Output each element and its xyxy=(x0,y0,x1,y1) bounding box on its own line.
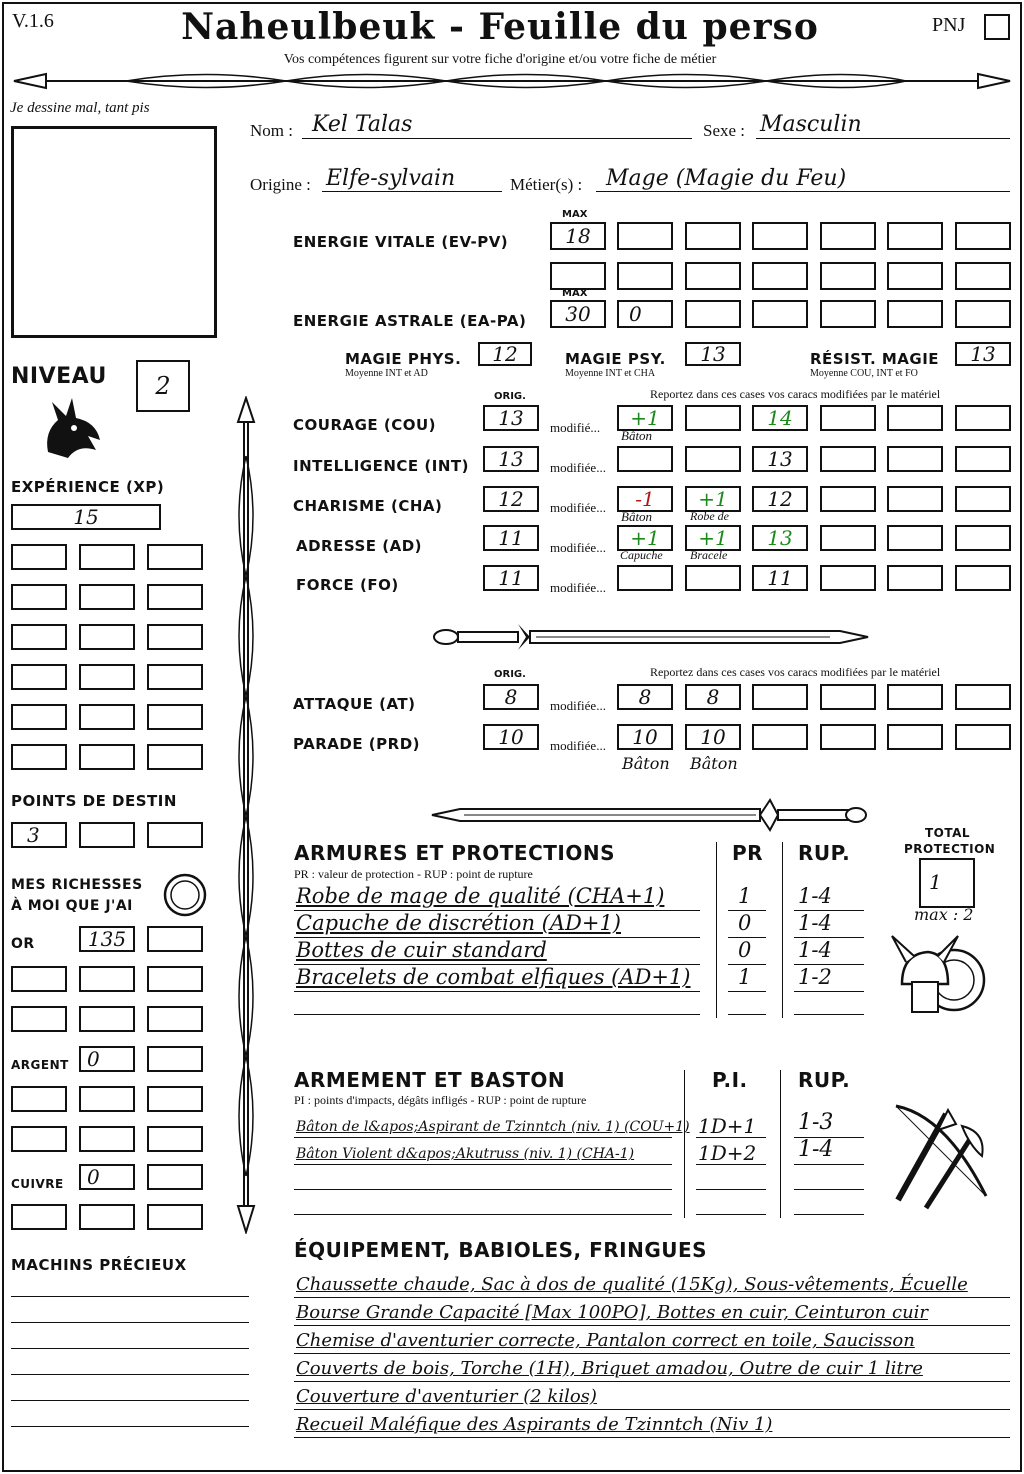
precious-line[interactable] xyxy=(11,1426,249,1427)
at-mod-box[interactable] xyxy=(820,684,876,710)
cha-orig-box[interactable] xyxy=(483,486,539,512)
argent-slot[interactable] xyxy=(147,1126,203,1152)
equipment-line[interactable]: Chemise d'aventurier correcte, Pantalon correct en toile, Saucisson xyxy=(296,1330,915,1351)
fo-orig-box[interactable] xyxy=(483,565,539,591)
ev-box[interactable] xyxy=(887,222,943,250)
armor-divider xyxy=(782,842,783,1018)
xp-slot[interactable] xyxy=(147,664,203,690)
prd-mod-box[interactable] xyxy=(887,724,943,750)
xp-slot[interactable] xyxy=(79,544,135,570)
stats-orig-label: ORIG. xyxy=(494,391,526,402)
or-slot[interactable] xyxy=(147,1006,203,1032)
niveau-box[interactable] xyxy=(136,360,190,412)
cha-mod2-value: +1 xyxy=(698,487,728,511)
argent-slot[interactable] xyxy=(147,1086,203,1112)
weapon-item-name[interactable]: Bâton Violent d&apos;Akutruss (niv. 1) (CHA-1) xyxy=(296,1146,635,1162)
destin-slot[interactable] xyxy=(147,822,203,848)
ev-box[interactable] xyxy=(752,222,808,250)
argent-value: 0 xyxy=(87,1047,100,1071)
at-label: ATTAQUE (AT) xyxy=(293,695,416,713)
niveau-value: 2 xyxy=(155,372,171,400)
or-slot[interactable] xyxy=(147,966,203,992)
total-protection-box[interactable] xyxy=(919,858,975,908)
cha-mod-box[interactable] xyxy=(752,486,808,512)
ad-mod-box[interactable] xyxy=(887,525,943,551)
armor-divider xyxy=(716,842,717,1018)
armor-item-pr[interactable]: 0 xyxy=(738,938,752,962)
metier-value[interactable]: Mage (Magie du Feu) xyxy=(606,166,847,191)
equipment-line[interactable]: Couverture d'aventurier (2 kilos) xyxy=(296,1386,597,1407)
precious-line[interactable] xyxy=(11,1374,249,1375)
precious-line[interactable] xyxy=(11,1400,249,1401)
at-mod1-value: 8 xyxy=(638,685,652,709)
cuivre-slot[interactable] xyxy=(147,1204,203,1230)
or-value: 135 xyxy=(87,927,127,951)
equipment-line[interactable]: Chaussette chaude, Sac à dos de qualité (15Kg), Sous-vêtements, Écuelle xyxy=(296,1274,968,1295)
fo-mod-box[interactable] xyxy=(955,565,1011,591)
int-mod-box[interactable] xyxy=(955,446,1011,472)
cuivre-box[interactable] xyxy=(79,1164,135,1190)
prd-mod-box[interactable] xyxy=(820,724,876,750)
magie-phys-box[interactable] xyxy=(478,342,532,366)
ad-modifie-label: modifiée... xyxy=(550,540,606,555)
magie-phys-value: 12 xyxy=(492,342,518,366)
prd-mod2-value: 10 xyxy=(700,725,726,749)
machins-precieux-label: MACHINS PRÉCIEUX xyxy=(11,1256,187,1274)
fo-orig-value: 11 xyxy=(498,566,524,590)
cou-mod1-note: Bâton xyxy=(621,428,653,443)
armor-item-name[interactable]: Robe de mage de qualité (CHA+1) xyxy=(296,884,665,908)
ev-max-value: 18 xyxy=(565,224,591,248)
cha-modifie-label: modifiée... xyxy=(550,500,606,515)
xp-slot[interactable] xyxy=(147,624,203,650)
cha-mod1-value: -1 xyxy=(635,487,655,511)
armor-item-rup[interactable]: 1-4 xyxy=(798,938,832,962)
weapon-item-rup[interactable]: 1-4 xyxy=(798,1137,834,1162)
ev-box[interactable] xyxy=(955,262,1011,290)
weapons-divider xyxy=(780,1070,781,1218)
ev-box[interactable] xyxy=(550,262,606,290)
at-orig-box[interactable] xyxy=(483,684,539,710)
destin-slot[interactable] xyxy=(79,822,135,848)
page-subtitle: Vos compétences figurent sur votre fiche d'origine et/ou votre fiche de métier xyxy=(283,52,717,67)
xp-slot[interactable] xyxy=(11,744,67,770)
weapon-item-name[interactable]: Bâton de l&apos;Aspirant de Tzinntch (niv. 1) (COU+1) xyxy=(296,1119,690,1135)
xp-slot[interactable] xyxy=(11,624,67,650)
cha-mod2-note: Robe de xyxy=(690,509,729,523)
nom-value[interactable]: Kel Talas xyxy=(312,112,413,137)
equipment-line[interactable]: Couverts de bois, Torche (1H), Briquet amadou, Outre de cuir 1 litre xyxy=(296,1358,923,1379)
prd-label: PARADE (PRD) xyxy=(293,735,421,753)
equipment-title: ÉQUIPEMENT, BABIOLES, FRINGUES xyxy=(294,1238,708,1262)
xp-slot[interactable] xyxy=(147,584,203,610)
portrait-caption: Je dessine mal, tant pis xyxy=(10,100,150,116)
weapon-item-rup[interactable]: 1-3 xyxy=(798,1110,834,1135)
xp-value: 15 xyxy=(73,505,99,529)
resist-magie-box[interactable] xyxy=(955,342,1011,366)
destin-box[interactable] xyxy=(11,822,67,848)
xp-slot[interactable] xyxy=(11,664,67,690)
cha-mod-box[interactable] xyxy=(820,486,876,512)
pnj-checkbox[interactable] xyxy=(984,14,1010,40)
fo-total-value: 11 xyxy=(767,566,793,590)
weapon-item-pi[interactable]: 1D+2 xyxy=(698,1141,757,1165)
xp-slot[interactable] xyxy=(79,744,135,770)
cha-mod-box[interactable] xyxy=(955,486,1011,512)
at-mod-box[interactable] xyxy=(955,684,1011,710)
nom-label: Nom : xyxy=(250,121,293,140)
total-protection-label-1: TOTAL xyxy=(925,826,971,840)
page-title: Naheulbeuk - Feuille du perso xyxy=(181,6,819,48)
int-label: INTELLIGENCE (INT) xyxy=(293,457,469,475)
weapons-icon xyxy=(886,1096,998,1214)
armor-item-rup[interactable]: 1-2 xyxy=(798,965,832,989)
sexe-label: Sexe : xyxy=(703,121,746,140)
ad-mod-box[interactable] xyxy=(752,525,808,551)
cou-total-value: 14 xyxy=(767,406,793,430)
sexe-value[interactable]: Masculin xyxy=(760,112,862,137)
xp-slot[interactable] xyxy=(11,544,67,570)
sword-icon xyxy=(430,792,870,838)
origine-value[interactable]: Elfe-sylvain xyxy=(326,166,456,191)
at-mod-box[interactable] xyxy=(752,684,808,710)
ev-box[interactable] xyxy=(820,222,876,250)
ev-box[interactable] xyxy=(685,222,741,250)
cha-label: CHARISME (CHA) xyxy=(293,497,443,515)
ad-mod-box[interactable] xyxy=(955,525,1011,551)
helmet-shield-icon xyxy=(888,928,988,1024)
fo-mod-box[interactable] xyxy=(820,565,876,591)
xp-slot[interactable] xyxy=(79,664,135,690)
cuivre-slot[interactable] xyxy=(147,1164,203,1190)
weapons-divider xyxy=(684,1070,685,1218)
ea-box[interactable] xyxy=(752,300,808,328)
precious-line[interactable] xyxy=(11,1296,249,1297)
int-mod-box[interactable] xyxy=(820,446,876,472)
or-slot[interactable] xyxy=(79,1006,135,1032)
cou-orig-value: 13 xyxy=(498,406,524,430)
at-mod-box[interactable] xyxy=(887,684,943,710)
pnj-label: PNJ xyxy=(932,14,966,36)
destin-label: POINTS DE DESTIN xyxy=(11,792,177,810)
cuivre-label: CUIVRE xyxy=(11,1177,64,1191)
magie-psy-value: 13 xyxy=(700,342,726,366)
ea-max-value: 30 xyxy=(565,302,591,326)
magie-psy-box[interactable] xyxy=(685,342,741,366)
ev-max-label: MAX xyxy=(562,209,588,220)
cou-label: COURAGE (COU) xyxy=(293,416,437,434)
magie-phys-note: Moyenne INT et AD xyxy=(345,368,428,379)
ad-orig-box[interactable] xyxy=(483,525,539,551)
prd-modifie-label: modifiée... xyxy=(550,738,606,753)
spear-divider-icon xyxy=(6,66,1018,96)
richesses-label-1: MES RICHESSES xyxy=(11,877,143,893)
prd-mod-box[interactable] xyxy=(752,724,808,750)
precious-line[interactable] xyxy=(11,1322,249,1323)
equipment-line[interactable]: Bourse Grande Capacité [Max 100PO], Bottes en cuir, Ceinturon cuir xyxy=(296,1302,929,1323)
xp-slot[interactable] xyxy=(147,544,203,570)
prd-mod-box[interactable] xyxy=(685,724,741,750)
ev-box[interactable] xyxy=(820,262,876,290)
fo-mod-box[interactable] xyxy=(617,565,673,591)
resist-magie-label: RÉSIST. MAGIE xyxy=(810,350,940,368)
ad-mod1-note: Capuche xyxy=(620,548,663,562)
or-slot[interactable] xyxy=(11,966,67,992)
int-mod-box[interactable] xyxy=(685,446,741,472)
resist-magie-note: Moyenne COU, INT et FO xyxy=(810,368,918,379)
equipment-line[interactable]: Recueil Maléfique des Aspirants de Tzinntch (Niv 1) xyxy=(296,1414,773,1435)
total-protection-value: 1 xyxy=(929,870,942,894)
fo-mod-box[interactable] xyxy=(887,565,943,591)
at-mod2-value: 8 xyxy=(706,685,720,709)
ad-label: ADRESSE (AD) xyxy=(296,537,423,555)
stats-report-note: Reportez dans ces cases vos caracs modifiées par le matériel xyxy=(650,387,941,401)
magie-psy-note: Moyenne INT et CHA xyxy=(565,368,656,379)
int-orig-box[interactable] xyxy=(483,446,539,472)
prd-mod-box[interactable] xyxy=(617,724,673,750)
at-mod-box[interactable] xyxy=(617,684,673,710)
cou-mod-box[interactable] xyxy=(955,405,1011,431)
armor-item-pr[interactable]: 0 xyxy=(738,911,752,935)
argent-slot[interactable] xyxy=(147,1046,203,1072)
xp-slot[interactable] xyxy=(11,704,67,730)
or-slot[interactable] xyxy=(79,966,135,992)
cou-orig-box[interactable] xyxy=(483,405,539,431)
magie-psy-label: MAGIE PSY. xyxy=(565,350,666,368)
ea-max-label: MAX xyxy=(562,288,588,299)
combat-note-1: Bâton xyxy=(622,754,670,773)
sword-icon xyxy=(430,614,870,660)
xp-slot[interactable] xyxy=(79,584,135,610)
weapons-note: PI : points d'impacts, dégâts infligés - RUP : point de rupture xyxy=(294,1093,587,1107)
prd-orig-value: 10 xyxy=(498,725,524,749)
cou-modifie-label: modifié... xyxy=(550,420,601,435)
armor-pr-header: PR xyxy=(732,841,764,865)
cuivre-slot[interactable] xyxy=(11,1204,67,1230)
xp-slot[interactable] xyxy=(79,704,135,730)
argent-box[interactable] xyxy=(79,1046,135,1072)
int-mod-box[interactable] xyxy=(752,446,808,472)
armor-item-pr[interactable]: 1 xyxy=(738,965,752,989)
combat-note-2: Bâton xyxy=(690,754,738,773)
ea-box[interactable] xyxy=(685,300,741,328)
int-total-value: 13 xyxy=(767,447,793,471)
ev-max-box[interactable] xyxy=(550,222,606,250)
ev-box[interactable] xyxy=(685,262,741,290)
cha-total-value: 12 xyxy=(767,487,793,511)
armor-item-name[interactable]: Capuche de discrétion (AD+1) xyxy=(296,911,621,935)
version-label: V.1.6 xyxy=(12,10,54,32)
cou-mod-box[interactable] xyxy=(752,405,808,431)
weapons-pi-header: P.I. xyxy=(712,1068,748,1092)
cou-mod-box[interactable] xyxy=(887,405,943,431)
ad-mod2-value: +1 xyxy=(698,526,728,550)
xp-label: EXPÉRIENCE (XP) xyxy=(11,478,165,496)
ad-orig-value: 11 xyxy=(498,526,524,550)
destin-value: 3 xyxy=(27,823,40,847)
xp-slot[interactable] xyxy=(147,704,203,730)
spear-vertical-icon xyxy=(228,396,264,1234)
ea-box[interactable] xyxy=(887,300,943,328)
cuivre-value: 0 xyxy=(87,1165,100,1189)
ea-max-box[interactable] xyxy=(550,300,606,328)
weapons-rup-header: RUP. xyxy=(798,1068,851,1092)
argent-label: ARGENT xyxy=(11,1058,69,1072)
armor-rup-header: RUP. xyxy=(798,841,851,865)
ad-mod1-value: +1 xyxy=(630,526,660,550)
total-protection-max: max : 2 xyxy=(914,905,974,924)
argent-slot[interactable] xyxy=(11,1126,67,1152)
ea-box[interactable] xyxy=(820,300,876,328)
ev-box[interactable] xyxy=(617,262,673,290)
ea-box[interactable] xyxy=(955,300,1011,328)
weapons-title: ARMEMENT ET BASTON xyxy=(294,1068,566,1092)
combat-report-note: Reportez dans ces cases vos caracs modifiées par le matériel xyxy=(650,665,941,679)
or-box[interactable] xyxy=(79,926,135,952)
precious-line[interactable] xyxy=(11,1348,249,1349)
ev-box[interactable] xyxy=(752,262,808,290)
argent-slot[interactable] xyxy=(79,1126,135,1152)
ev-box[interactable] xyxy=(955,222,1011,250)
cha-mod-box[interactable] xyxy=(887,486,943,512)
fo-mod-box[interactable] xyxy=(685,565,741,591)
resist-magie-value: 13 xyxy=(970,342,996,366)
int-mod-box[interactable] xyxy=(887,446,943,472)
ad-mod2-note: Bracele xyxy=(690,548,728,562)
at-mod-box[interactable] xyxy=(685,684,741,710)
int-mod-box[interactable] xyxy=(617,446,673,472)
cou-mod1-value: +1 xyxy=(630,406,660,430)
int-orig-value: 13 xyxy=(498,447,524,471)
or-slot[interactable] xyxy=(147,926,203,952)
dragon-icon xyxy=(38,392,106,462)
niveau-label: NIVEAU xyxy=(11,364,107,389)
coin-icon xyxy=(162,872,208,918)
fo-modifie-label: modifiée... xyxy=(550,580,606,595)
xp-slot[interactable] xyxy=(147,744,203,770)
ea-label: ENERGIE ASTRALE (EA-PA) xyxy=(293,312,527,330)
cou-mod-box[interactable] xyxy=(820,405,876,431)
origine-label: Origine : xyxy=(250,175,311,194)
armor-item-pr[interactable]: 1 xyxy=(738,884,752,908)
weapon-item-pi[interactable]: 1D+1 xyxy=(698,1114,757,1138)
int-modifie-label: modifiée... xyxy=(550,460,606,475)
ev-box[interactable] xyxy=(617,222,673,250)
metier-label: Métier(s) : xyxy=(510,175,583,194)
armor-note: PR : valeur de protection - RUP : point de rupture xyxy=(294,867,533,881)
armor-item-name[interactable]: Bottes de cuir standard xyxy=(296,938,547,962)
armor-item-rup[interactable]: 1-4 xyxy=(798,884,832,908)
xp-slot[interactable] xyxy=(79,624,135,650)
ad-mod-box[interactable] xyxy=(820,525,876,551)
at-modifie-label: modifiée... xyxy=(550,698,606,713)
xp-slot[interactable] xyxy=(11,584,67,610)
ad-total-value: 13 xyxy=(767,526,793,550)
cha-orig-value: 12 xyxy=(498,487,524,511)
or-slot[interactable] xyxy=(11,1006,67,1032)
ea-current-value: 0 xyxy=(629,302,642,326)
armor-item-name[interactable]: Bracelets de combat elfiques (AD+1) xyxy=(296,965,691,989)
armor-title: ARMURES ET PROTECTIONS xyxy=(294,841,615,865)
magie-phys-label: MAGIE PHYS. xyxy=(345,350,462,368)
prd-orig-box[interactable] xyxy=(483,724,539,750)
ev-box[interactable] xyxy=(887,262,943,290)
argent-slot[interactable] xyxy=(11,1086,67,1112)
total-protection-label-2: PROTECTION xyxy=(904,842,996,856)
cuivre-slot[interactable] xyxy=(79,1204,135,1230)
fo-label: FORCE (FO) xyxy=(296,576,399,594)
portrait-box[interactable] xyxy=(11,126,217,338)
fo-mod-box[interactable] xyxy=(752,565,808,591)
at-orig-value: 8 xyxy=(504,685,518,709)
armor-item-rup[interactable]: 1-4 xyxy=(798,911,832,935)
prd-mod-box[interactable] xyxy=(955,724,1011,750)
combat-orig-label: ORIG. xyxy=(494,669,526,680)
or-label: OR xyxy=(11,936,35,952)
richesses-label-2: À MOI QUE J'AI xyxy=(11,898,133,914)
cha-mod1-note: Bâton xyxy=(621,509,653,524)
prd-mod1-value: 10 xyxy=(632,725,658,749)
xp-box[interactable] xyxy=(11,504,161,530)
ev-label: ENERGIE VITALE (EV-PV) xyxy=(293,233,509,251)
argent-slot[interactable] xyxy=(79,1086,135,1112)
ea-box[interactable] xyxy=(617,300,673,328)
cou-mod-box[interactable] xyxy=(685,405,741,431)
